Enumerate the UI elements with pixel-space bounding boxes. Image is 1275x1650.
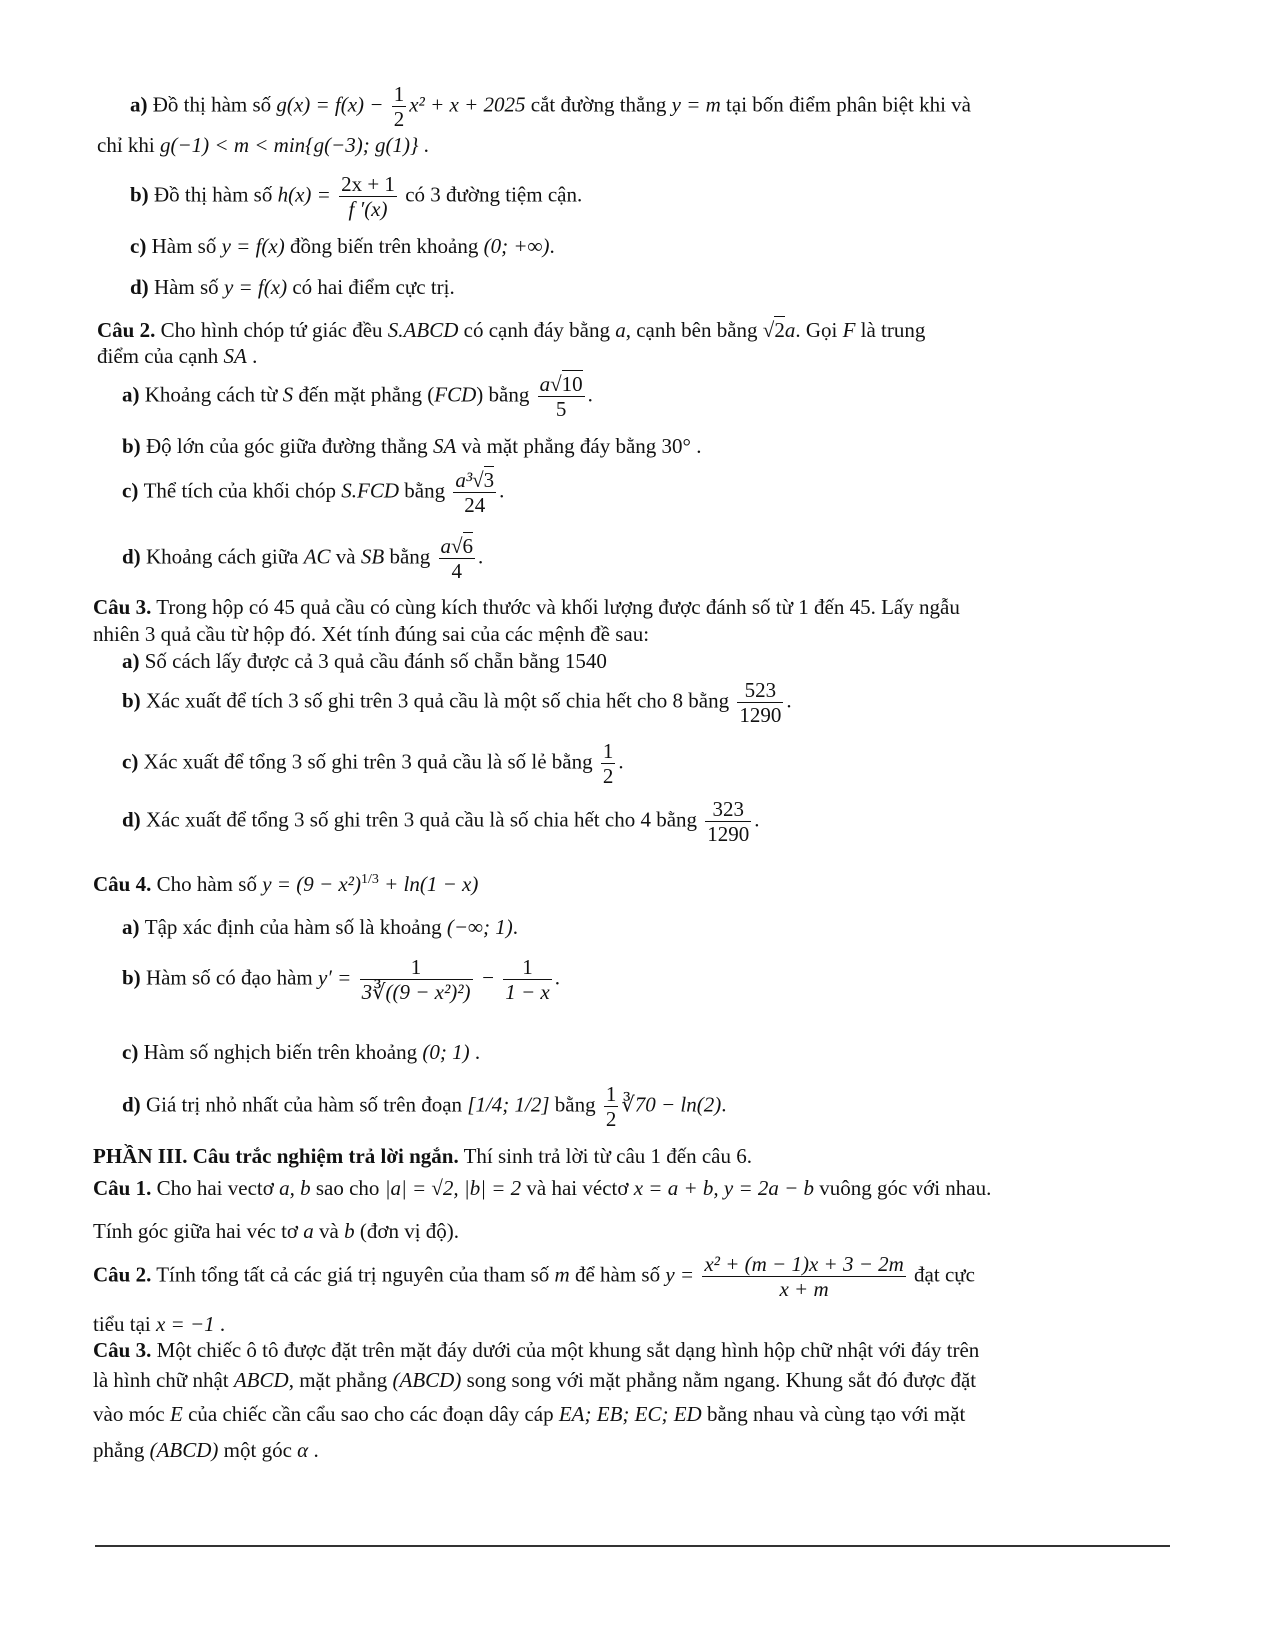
statement-3a: a) Số cách lấy được cả 3 quả cầu đánh số chẵn bằng 1540 [122,649,607,673]
statement-1b: b) Đồ thị hàm số h(x) = $\frac{2x + 1}{f '(x)}$ có 3 đường tiệm cận. [130,172,583,222]
question-2-stem: Câu 2. Cho hình chóp tứ giác đều S.ABCD có cạnh đáy bằng a, cạnh bên bằng √2a. Gọi F là trung [97,318,926,342]
statement-3d: d) Xác xuất để tổng 3 số ghi trên 3 quả cầu là số chia hết cho 4 bằng $\frac{323}{1290}$ . [122,797,760,847]
part3-question-3-line3: vào móc E của chiếc cần cẩu sao cho các đoạn dây cáp EA; EB; EC; ED bằng nhau và cùng tạo với mặt [93,1402,966,1426]
statement-4a: a) Tập xác định của hàm số là khoảng (−∞; 1). [122,915,518,939]
statement-2c: c) Thể tích của khối chóp S.FCD bằng $\frac{\text{a³√3}}{24}$ . [122,468,505,518]
question-2-stem-cont: điểm của cạnh SA . [97,344,258,368]
statement-1a: a) Đồ thị hàm số g(x) = f(x) − $\frac{1}{2}$ x² + x + 2025 cắt đường thẳng y = m tại bốn điểm phân biệt khi và [130,82,971,132]
question-4-stem: Câu 4. Cho hàm số $y = (9 - x^2)^{1/3} + \ln(1 - x)$ [93,872,479,896]
section-3-heading: PHẦN III. Câu trắc nghiệm trả lời ngắn. Thí sinh trả lời từ câu 1 đến câu 6. [93,1144,753,1168]
question-3-stem-cont: nhiên 3 quả cầu từ hộp đó. Xét tính đúng sai của các mệnh đề sau: [93,622,650,646]
statement-4b: b) Hàm số có đạo hàm y′ = $\frac{1}{\text{3∛((9 − x²)²)}}$ − $\frac{1}{1 - x}$ . [122,955,560,1005]
fraction: $\frac{2x + 1}{f '(x)}$ [341,172,395,222]
fraction: $\frac{\text{x² + (m − 1)x + 3 − 2m}}{x + m}$ [704,1252,904,1302]
fraction: $\frac{523}{1290}$ [739,678,782,728]
fraction: $\frac{1}{\text{3∛((9 − x²)²)}}$ [361,955,471,1005]
statement-4d: d) Giá trị nhỏ nhất của hàm số trên đoạn [1/4; 1/2] bằng $\frac{1}{2}$ ∛70 − ln(2). [122,1082,727,1132]
fraction: $\frac{1}{2}$ [393,82,405,132]
fraction: $\frac{a√10}{5}$ [539,372,583,422]
part3-question-3-line2: là hình chữ nhật ABCD, mặt phẳng (ABCD) song song với mặt phẳng nằm ngang. Khung sắt đó được đặt [93,1368,977,1392]
statement-2b: b) Độ lớn của góc giữa đường thẳng SA và mặt phẳng đáy bằng 30° . [122,434,702,458]
fraction: $\frac{1}{2}$ [605,1082,617,1132]
question-3-stem: Câu 3. Trong hộp có 45 quả cầu có cùng kích thước và khối lượng được đánh số từ 1 đến 45. Lấy ngẫu [93,595,960,619]
statement-4c: c) Hàm số nghịch biến trên khoảng (0; 1) . [122,1040,481,1064]
fraction: $\frac{a√6}{4}$ [440,534,474,584]
part3-question-2-cont: tiểu tại x = −1 . [93,1312,226,1336]
part3-question-1: Câu 1. Cho hai vectơ a, b sao cho |a| = √2, |b| = 2 và hai véctơ x = a + b, y = 2a − b vuông góc với nhau. [93,1176,992,1200]
statement-2d: d) Khoảng cách giữa AC và SB bằng $\frac{a√6}{4}$ . [122,534,484,584]
statement-1d: d) Hàm số y = f(x) có hai điểm cực trị. [130,275,455,299]
fraction: $\frac{1}{2}$ [602,739,614,789]
part3-question-3: Câu 3. Một chiếc ô tô được đặt trên mặt đáy dưới của một khung sắt dạng hình hộp chữ nhật với đáy trên [93,1338,980,1362]
statement-3c: c) Xác xuất để tổng 3 số ghi trên 3 quả cầu là số lẻ bằng $\frac{1}{2}$ . [122,739,624,789]
statement-1c: c) Hàm số y = f(x) đồng biến trên khoảng (0; +∞). [130,234,555,258]
fraction: $\frac{1}{1 - x}$ [505,955,550,1005]
statement-3b: b) Xác xuất để tích 3 số ghi trên 3 quả cầu là một số chia hết cho 8 bằng $\frac{523}{1290}$ . [122,678,792,728]
statement-1a-cont: chỉ khi g(−1) < m < min{g(−3); g(1)} . [97,133,429,157]
statement-2a: a) Khoảng cách từ S đến mặt phẳng (FCD) bằng $\frac{a√10}{5}$ . [122,372,593,422]
part3-question-3-line4: phẳng (ABCD) một góc α . [93,1438,319,1462]
part3-question-2: Câu 2. Tính tổng tất cả các giá trị nguyên của tham số m để hàm số y = $\frac{\text{x² + (m − 1)x + 3 − 2m}}{x + m}$ đạt cực [93,1252,975,1302]
fraction: $\frac{\text{a³√3}}{24}$ [455,468,495,518]
part3-question-1-cont: Tính góc giữa hai véc tơ a và b (đơn vị độ). [93,1219,460,1243]
footer-rule [95,1545,1170,1547]
fraction: $\frac{323}{1290}$ [707,797,750,847]
